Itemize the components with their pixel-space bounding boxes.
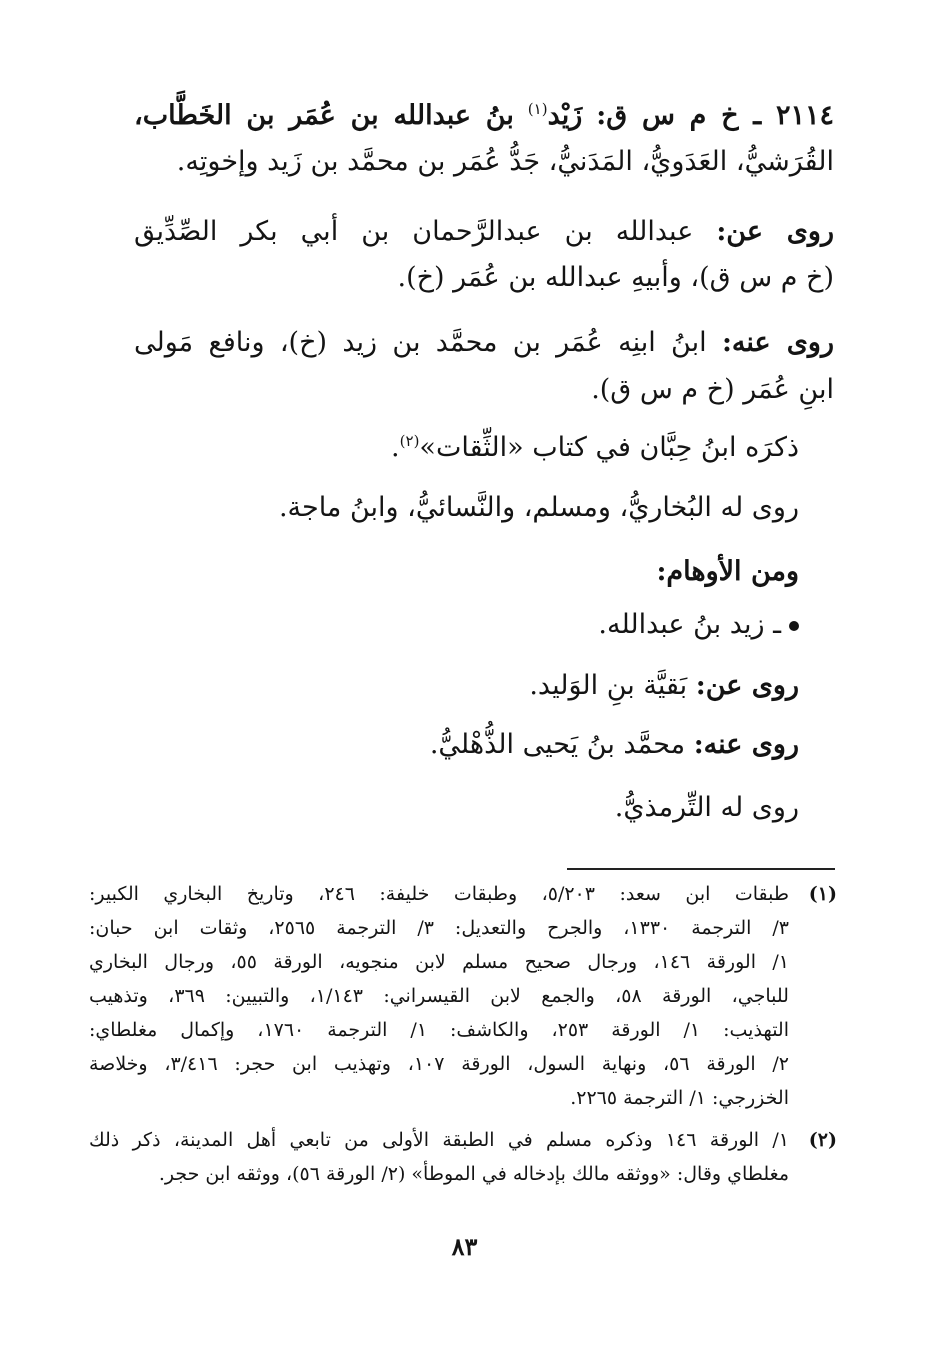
footnote-separator bbox=[567, 868, 835, 870]
footnote-1-line-6: ٢/ الورقة ٥٦، ونهاية السول، الورقة ١٠٧، وتهذيب ابن حجر: ٣/٤١٦، وخلاصة bbox=[89, 1053, 790, 1075]
footnote-2-number: (٢) bbox=[808, 1129, 837, 1151]
footnote-1-line-2: ٣/ الترجمة ١٣٣٠، والجرح والتعديل: ٣/ الترجمة ٢٥٦٥، وثقات ابن حبان: bbox=[89, 917, 789, 939]
errors-heading: ومن الأوهام: bbox=[656, 556, 799, 587]
footnote-1-line-1: طبقات ابن سعد: ٥/٢٠٣، وطبقات خليفة: ٢٤٦، وتاريخ البخاري الكبير: bbox=[89, 883, 789, 905]
footnote-2-line-2: مغلطاي وقال: «ووثقه مالك بإدخاله في الموطأ» (٢/ الورقة ٥٦)، ووثقه ابن حجر. bbox=[158, 1163, 789, 1185]
narrated-for-line: روى له البُخاريُّ، ومسلم، والنَّسائيُّ، وابنُ ماجة. bbox=[278, 492, 799, 523]
errors-item bbox=[99, 605, 799, 645]
narrated-from-line-2: (خ م س ق)، وأبيهِ عبدالله بن عُمَر (خ). bbox=[397, 262, 834, 293]
mention-text: ذكرَه ابنُ حِبَّان في كتاب «الثِّقات» bbox=[419, 432, 799, 463]
bullet-icon bbox=[789, 621, 799, 631]
errors-by-label: روى عنه: bbox=[693, 729, 799, 760]
narrated-from-text-1: عبدالله بن عبدالرَّحمان بن أبي بكر الصِّدِّيق bbox=[134, 216, 694, 247]
errors-by-line bbox=[99, 725, 799, 765]
narrated-by-text-1: ابنُ ابنِه عُمَر بن محمَّد بن زيد (خ)، ونافع مَولى bbox=[134, 327, 707, 358]
footnote-2-line-1: ١/ الورقة ١٤٦ وذكره مسلم في الطبقة الأولى من تابعي أهل المدينة، ذكر ذلك bbox=[89, 1129, 790, 1151]
narrated-by-label: روى عنه: bbox=[721, 327, 834, 358]
errors-for-line: روى له التِّرمذيُّ. bbox=[614, 792, 799, 823]
mention-end: . bbox=[391, 432, 400, 463]
entry-line-2: القُرَشيُّ، العَدَويُّ، المَدَنيُّ، جَدُّ عُمَر بن محمَّد بن زَيد وإخوتِه. bbox=[176, 146, 834, 177]
errors-from-label: روى عن: bbox=[695, 670, 799, 701]
footnote-1-line-3: ١/ الورقة ١٤٦، ورجال صحيح مسلم لابن منجويه، الورقة ٥٥، ورجال البخاري bbox=[89, 951, 789, 973]
narrated-from-line-1 bbox=[134, 212, 834, 252]
footnote-1-line-4: للباجي، الورقة ٥٨، والجمع لابن القيسراني: ١/١٤٣، والتبيين: ٣٦٩، وتذهيب bbox=[89, 985, 789, 1007]
footnote-1-number: (١) bbox=[808, 883, 837, 905]
errors-from-line bbox=[99, 666, 799, 706]
mention-line bbox=[99, 428, 799, 468]
footnote-ref-1[interactable]: (١) bbox=[527, 100, 548, 118]
narrated-by-line-1 bbox=[134, 323, 834, 363]
entry-number: ٢١١٤ ـ خ م س ق: bbox=[596, 100, 834, 131]
errors-from-text: بَقيَّة بنِ الوَليد. bbox=[529, 670, 688, 701]
footnote-ref-2[interactable]: (٢) bbox=[399, 432, 420, 450]
errors-item-text: ـ زيد بنُ عبدالله. bbox=[598, 609, 781, 640]
narrated-by-line-2: ابنِ عُمَر (خ م س ق). bbox=[591, 374, 834, 405]
entry-line-1 bbox=[134, 96, 834, 136]
entry-lineage: بنُ عبدالله بن عُمَر بن الخَطَّاب، bbox=[134, 100, 514, 131]
errors-by-text: محمَّد بنُ يَحيى الذُّهْليُّ. bbox=[429, 729, 686, 760]
page-number: ٨٣ bbox=[451, 1232, 478, 1261]
narrated-from-label: روى عن: bbox=[716, 216, 834, 247]
footnote-1-line-7: الخزرجي: ١/ الترجمة ٢٢٦٥. bbox=[570, 1087, 789, 1109]
footnote-1-line-5: التهذيب: ١/ الورقة ٢٥٣، والكاشف: ١/ الترجمة ١٧٦٠، وإكمال مغلطاي: bbox=[89, 1019, 789, 1041]
entry-name: زَيْد bbox=[547, 100, 583, 131]
